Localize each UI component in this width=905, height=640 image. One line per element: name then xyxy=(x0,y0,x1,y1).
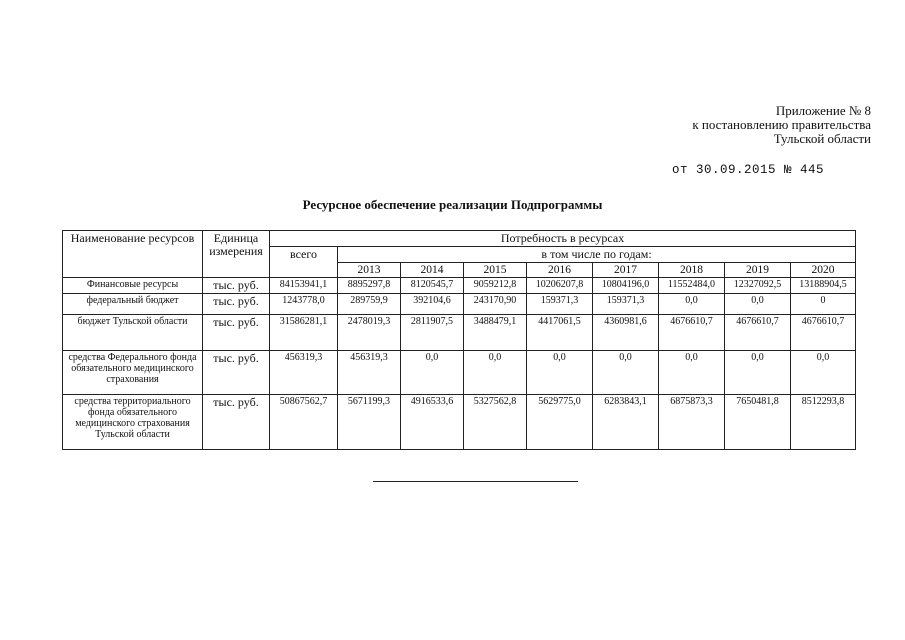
row-name: средства территориального фонда обязательного медицинского страхования Тульской области xyxy=(63,395,203,450)
table-row xyxy=(63,351,856,395)
row-value: 5629775,0 xyxy=(527,395,593,450)
row-value: 8895297,8 xyxy=(338,278,401,294)
row-value: 159371,3 xyxy=(527,294,593,315)
row-value: 4676610,7 xyxy=(725,315,791,351)
header-row-1 xyxy=(63,231,856,247)
row-value: 0,0 xyxy=(527,351,593,395)
row-value: 0,0 xyxy=(659,294,725,315)
row-value: 392104,6 xyxy=(401,294,464,315)
row-value: 243170,90 xyxy=(464,294,527,315)
row-unit: тыс. руб. xyxy=(203,351,270,395)
row-name: бюджет Тульской области xyxy=(63,315,203,351)
row-value: 2811907,5 xyxy=(401,315,464,351)
row-value: 2478019,3 xyxy=(338,315,401,351)
row-total: 84153941,1 xyxy=(270,278,338,294)
row-value: 0 xyxy=(791,294,856,315)
row-value: 0,0 xyxy=(464,351,527,395)
row-value: 289759,9 xyxy=(338,294,401,315)
row-value: 9059212,8 xyxy=(464,278,527,294)
row-name: федеральный бюджет xyxy=(63,294,203,315)
row-total: 1243778,0 xyxy=(270,294,338,315)
row-value: 13188904,5 xyxy=(791,278,856,294)
appendix-region: Тульской области xyxy=(773,131,871,146)
header-year: 2017 xyxy=(593,263,659,278)
row-value: 0,0 xyxy=(791,351,856,395)
header-name: Наименование ресурсов xyxy=(63,231,203,278)
table-row xyxy=(63,278,856,294)
header-by-years: в том числе по годам: xyxy=(338,247,856,263)
header-year: 2014 xyxy=(401,263,464,278)
row-unit: тыс. руб. xyxy=(203,294,270,315)
table-row xyxy=(63,294,856,315)
row-unit: тыс. руб. xyxy=(203,395,270,450)
header-year: 2016 xyxy=(527,263,593,278)
row-value: 8120545,7 xyxy=(401,278,464,294)
decree-date-number: от 30.09.2015 № 445 xyxy=(672,163,825,177)
row-value: 4676610,7 xyxy=(659,315,725,351)
row-value: 159371,3 xyxy=(593,294,659,315)
table-row xyxy=(63,315,856,351)
row-value: 5327562,8 xyxy=(464,395,527,450)
row-total: 50867562,7 xyxy=(270,395,338,450)
row-unit: тыс. руб. xyxy=(203,278,270,294)
row-unit: тыс. руб. xyxy=(203,315,270,351)
resource-table xyxy=(62,230,856,450)
row-value: 0,0 xyxy=(593,351,659,395)
row-value: 4916533,6 xyxy=(401,395,464,450)
row-value: 12327092,5 xyxy=(725,278,791,294)
row-value: 0,0 xyxy=(725,294,791,315)
row-value: 3488479,1 xyxy=(464,315,527,351)
header-unit: Единица измерения xyxy=(203,231,270,278)
row-total: 456319,3 xyxy=(270,351,338,395)
appendix-resolution: к постановлению правительства xyxy=(692,117,871,132)
row-value: 8512293,8 xyxy=(791,395,856,450)
row-value: 10804196,0 xyxy=(593,278,659,294)
row-value: 6875873,3 xyxy=(659,395,725,450)
table-row xyxy=(63,395,856,450)
row-value: 11552484,0 xyxy=(659,278,725,294)
row-value: 6283843,1 xyxy=(593,395,659,450)
row-value: 0,0 xyxy=(725,351,791,395)
document-title: Ресурсное обеспечение реализации Подпрограммы xyxy=(302,197,603,212)
row-value: 4360981,6 xyxy=(593,315,659,351)
row-value: 5671199,3 xyxy=(338,395,401,450)
row-value: 456319,3 xyxy=(338,351,401,395)
row-value: 4417061,5 xyxy=(527,315,593,351)
row-total: 31586281,1 xyxy=(270,315,338,351)
header-total: всего xyxy=(270,247,338,278)
separator-line xyxy=(373,481,578,482)
row-value: 0,0 xyxy=(401,351,464,395)
header-year: 2018 xyxy=(659,263,725,278)
appendix-number: Приложение № 8 xyxy=(775,103,871,118)
row-value: 4676610,7 xyxy=(791,315,856,351)
row-value: 0,0 xyxy=(659,351,725,395)
header-year: 2015 xyxy=(464,263,527,278)
row-name: Финансовые ресурсы xyxy=(63,278,203,294)
appendix-header xyxy=(692,104,871,146)
row-value: 10206207,8 xyxy=(527,278,593,294)
header-need: Потребность в ресурсах xyxy=(270,231,856,247)
row-value: 7650481,8 xyxy=(725,395,791,450)
header-year: 2019 xyxy=(725,263,791,278)
header-year: 2020 xyxy=(791,263,856,278)
header-year: 2013 xyxy=(338,263,401,278)
row-name: средства Федерального фонда обязательного медицинского страхования xyxy=(63,351,203,395)
